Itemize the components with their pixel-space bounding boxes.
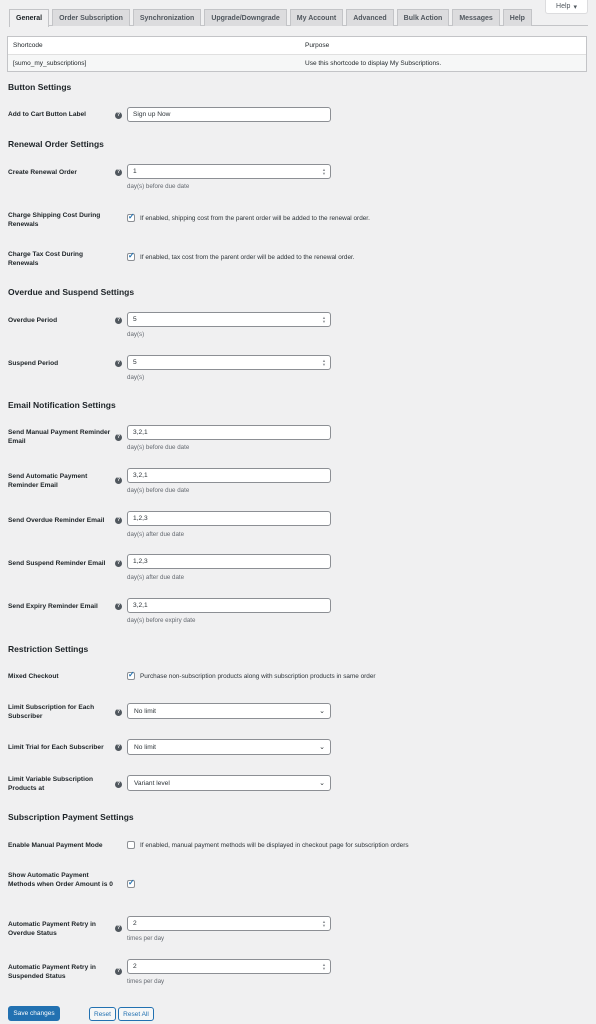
manual-reminder-desc: day(s) before due date xyxy=(127,444,190,451)
manual-payment-mode-checkbox[interactable] xyxy=(127,841,135,849)
help-tip-icon: ? xyxy=(116,968,121,974)
number-spinner[interactable]: ▲ ▼ xyxy=(322,358,326,367)
limit-variable-select[interactable] xyxy=(127,775,331,791)
tab-messages[interactable]: Messages xyxy=(452,9,499,26)
input-value: 2 xyxy=(133,963,137,970)
section-title-restriction: Restriction Settings xyxy=(8,644,89,654)
label-manual-payment-mode: Enable Manual Payment Mode xyxy=(8,842,103,849)
label-retry-suspended: Automatic Payment Retry in Suspended Status xyxy=(8,964,96,980)
tab-help[interactable]: Help xyxy=(503,9,532,26)
help-tip-icon: ? xyxy=(116,603,121,609)
label-limit-trial: Limit Trial for Each Subscriber xyxy=(8,744,104,751)
label-add-to-cart: Add to Cart Button Label xyxy=(8,111,87,118)
selected-value: No limit xyxy=(134,743,156,751)
selected-value: No limit xyxy=(134,707,156,715)
suspend-period-desc: day(s) xyxy=(127,374,145,381)
help-tip-icon: ? xyxy=(116,317,121,323)
charge-shipping-option[interactable] xyxy=(127,214,370,222)
chevron-down-icon: ⌄ xyxy=(319,744,325,751)
label-suspend-reminder: Send Suspend Reminder Email xyxy=(8,560,106,567)
mixed-checkout-checkbox[interactable] xyxy=(127,672,135,680)
create-renewal-desc: day(s) before due date xyxy=(127,183,190,190)
suspend-reminder-desc: day(s) after due date xyxy=(127,574,185,581)
manual-payment-mode-option[interactable] xyxy=(127,841,409,849)
overdue-reminder-desc: day(s) after due date xyxy=(127,531,185,538)
overdue-period-desc: day(s) xyxy=(127,331,145,338)
column-header-purpose: Purpose xyxy=(305,42,330,49)
help-tip-icon: ? xyxy=(116,169,121,175)
section-title-renewal: Renewal Order Settings xyxy=(8,139,104,149)
help-tip-icon: ? xyxy=(116,744,121,750)
help-tip-icon: ? xyxy=(116,560,121,566)
overdue-reminder-input[interactable] xyxy=(127,511,331,526)
tab-advanced[interactable]: Advanced xyxy=(346,9,393,26)
input-value: 3,2,1 xyxy=(133,472,148,479)
purpose-cell: Use this shortcode to display My Subscriptions. xyxy=(305,59,442,67)
suspend-reminder-input[interactable] xyxy=(127,554,331,569)
table-header-row xyxy=(8,37,586,54)
create-renewal-input[interactable] xyxy=(127,164,331,179)
input-value: 5 xyxy=(133,359,137,366)
label-charge-shipping: Charge Shipping Cost During Renewals xyxy=(8,212,101,228)
auto-payment-zero-option[interactable] xyxy=(127,880,135,888)
input-value: 1,2,3 xyxy=(133,515,148,522)
input-value: Sign up Now xyxy=(133,111,171,118)
charge-tax-text: If enabled, tax cost from the parent order will be added to the renewal order. xyxy=(140,253,355,261)
section-title-overdue: Overdue and Suspend Settings xyxy=(8,287,135,297)
section-title-email: Email Notification Settings xyxy=(8,400,116,410)
label-overdue-period: Overdue Period xyxy=(8,317,58,324)
charge-shipping-checkbox[interactable] xyxy=(127,214,135,222)
label-retry-overdue: Automatic Payment Retry in Overdue Status xyxy=(8,921,96,937)
tab-general[interactable]: General xyxy=(9,9,49,27)
caret-down-icon: ▾ xyxy=(573,3,577,11)
help-tip-icon: ? xyxy=(116,434,121,440)
retry-overdue-input[interactable] xyxy=(127,916,331,931)
charge-shipping-text: If enabled, shipping cost from the parent order will be added to the renewal order. xyxy=(140,214,370,222)
section-title-payment: Subscription Payment Settings xyxy=(8,812,134,822)
charge-tax-option[interactable] xyxy=(127,253,355,261)
number-spinner[interactable]: ▲ ▼ xyxy=(322,962,326,971)
charge-tax-checkbox[interactable] xyxy=(127,253,135,261)
expiry-reminder-desc: day(s) before expiry date xyxy=(127,617,196,624)
retry-suspended-desc: times per day xyxy=(127,978,165,985)
shortcode-cell: [sumo_my_subscriptions] xyxy=(13,59,87,67)
input-value: 5 xyxy=(133,316,137,323)
reset-all-button[interactable]: Reset All xyxy=(118,1007,154,1021)
chevron-down-icon: ⌄ xyxy=(319,780,325,787)
help-tip-icon: ? xyxy=(116,360,121,366)
manual-reminder-input[interactable] xyxy=(127,425,331,440)
add-to-cart-label-input[interactable] xyxy=(127,107,331,122)
input-value: 2 xyxy=(133,920,137,927)
chevron-down-icon: ⌄ xyxy=(319,708,325,715)
tab-bulk-action[interactable]: Bulk Action xyxy=(397,9,450,26)
number-spinner[interactable]: ▲ ▼ xyxy=(322,167,326,176)
mixed-checkout-option[interactable] xyxy=(127,672,376,680)
label-limit-variable: Limit Variable Subscription Products at xyxy=(8,776,94,792)
auto-payment-zero-checkbox[interactable] xyxy=(127,880,135,888)
expiry-reminder-input[interactable] xyxy=(127,598,331,613)
help-label: Help xyxy=(556,3,571,10)
input-value: 1,2,3 xyxy=(133,558,148,565)
shortcode-table xyxy=(7,36,587,72)
limit-subscription-select[interactable] xyxy=(127,703,331,719)
label-auto-reminder: Send Automatic Payment Reminder Email xyxy=(8,473,88,489)
input-value: 1 xyxy=(133,168,137,175)
help-tip-icon: ? xyxy=(116,112,121,118)
reset-button[interactable]: Reset xyxy=(89,1007,116,1021)
auto-reminder-desc: day(s) before due date xyxy=(127,487,190,494)
label-manual-reminder: Send Manual Payment Reminder Email xyxy=(8,429,111,445)
selected-value: Variant level xyxy=(134,779,170,787)
auto-reminder-input[interactable] xyxy=(127,468,331,483)
save-changes-button[interactable]: Save changes xyxy=(8,1006,60,1021)
number-spinner[interactable]: ▲ ▼ xyxy=(322,919,326,928)
label-create-renewal: Create Renewal Order xyxy=(8,169,77,176)
mixed-checkout-text: Purchase non-subscription products along with subscription products in same order xyxy=(140,672,376,680)
label-overdue-reminder: Send Overdue Reminder Email xyxy=(8,517,105,524)
help-tip-icon: ? xyxy=(116,477,121,483)
retry-suspended-input[interactable] xyxy=(127,959,331,974)
number-spinner[interactable]: ▲ ▼ xyxy=(322,315,326,324)
input-value: 3,2,1 xyxy=(133,602,148,609)
input-value: 3,2,1 xyxy=(133,429,148,436)
tab-order-subscription[interactable]: Order Subscription xyxy=(52,9,130,26)
limit-trial-select[interactable] xyxy=(127,739,331,755)
help-tip-icon: ? xyxy=(116,925,121,931)
tab-upgrade-downgrade[interactable]: Upgrade/Downgrade xyxy=(204,9,286,26)
help-tip-icon: ? xyxy=(116,781,121,787)
label-limit-subscription: Limit Subscription for Each Subscriber xyxy=(8,704,95,720)
table-row xyxy=(8,54,586,71)
retry-overdue-desc: times per day xyxy=(127,935,165,942)
column-header-shortcode: Shortcode xyxy=(13,42,43,49)
label-mixed-checkout: Mixed Checkout xyxy=(8,673,59,680)
label-suspend-period: Suspend Period xyxy=(8,360,59,367)
section-title-button: Button Settings xyxy=(8,82,72,92)
label-charge-tax: Charge Tax Cost During Renewals xyxy=(8,251,83,267)
overdue-period-input[interactable] xyxy=(127,312,331,327)
help-tip-icon: ? xyxy=(116,517,121,523)
suspend-period-input[interactable] xyxy=(127,355,331,370)
help-tip-icon: ? xyxy=(116,709,121,715)
label-expiry-reminder: Send Expiry Reminder Email xyxy=(8,603,98,610)
tab-my-account[interactable]: My Account xyxy=(290,9,343,26)
tab-synchronization[interactable]: Synchronization xyxy=(133,9,201,26)
manual-payment-mode-text: If enabled, manual payment methods will be displayed in checkout page for subscription orders xyxy=(140,841,409,849)
label-auto-payment-zero: Show Automatic Payment Methods when Order Amount is 0 xyxy=(8,872,113,888)
settings-tabs xyxy=(9,9,588,26)
